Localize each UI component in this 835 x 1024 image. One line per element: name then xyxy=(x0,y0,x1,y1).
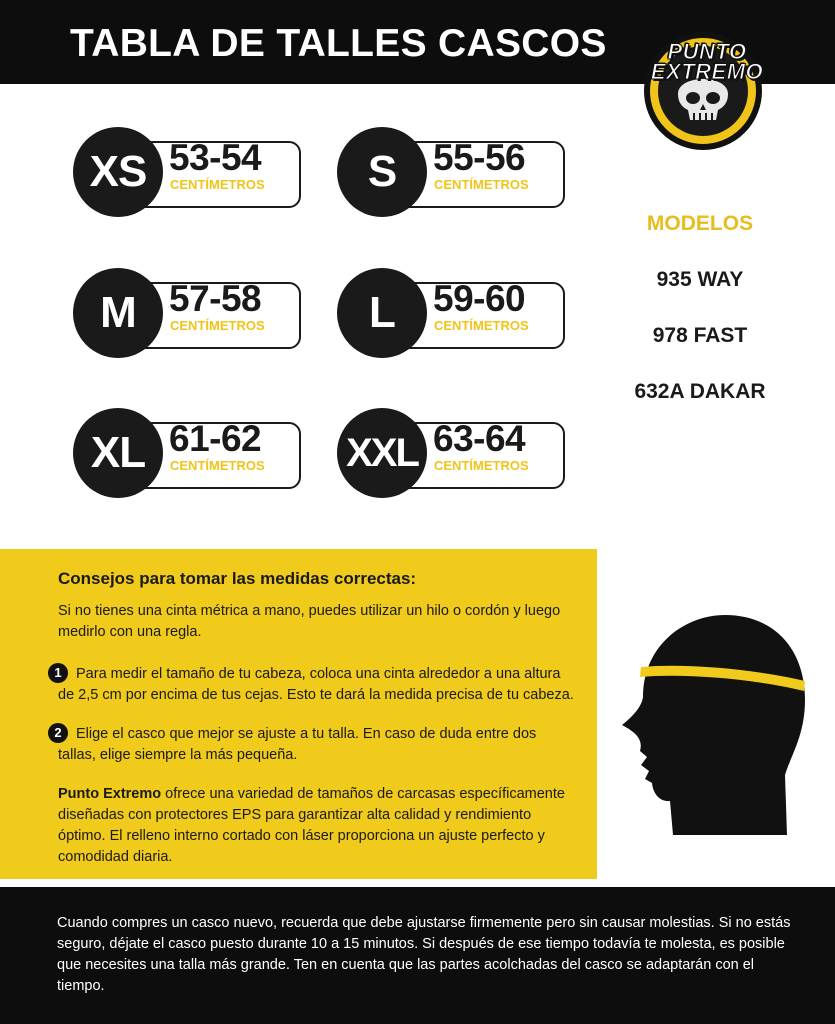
size-range: 63-64 xyxy=(433,418,526,459)
tips-intro: Si no tienes una cinta métrica a mano, puedes utilizar un hilo o cordón y luego medirlo con una regla. xyxy=(58,603,561,640)
size-card-m xyxy=(73,268,303,360)
size-unit: CENTÍMETROS xyxy=(170,177,265,192)
model-item: 978 FAST xyxy=(652,324,748,347)
step-number-icon: 1 xyxy=(48,663,68,683)
size-card-xxl xyxy=(337,408,567,500)
step-number-icon: 2 xyxy=(48,723,68,743)
model-item: 632A DAKAR xyxy=(634,380,766,403)
size-label: S xyxy=(337,127,427,217)
size-label: XS xyxy=(73,127,163,217)
size-unit: CENTÍMETROS xyxy=(170,318,265,333)
brand-wordmark: PUNTO EXTREMO xyxy=(650,39,764,84)
tips-step-2: 2 Elige el casco que mejor se ajuste a tu talla. En caso de duda entre dos tallas, elige siempre la más pequeña. xyxy=(58,723,578,766)
size-range: 53-54 xyxy=(169,137,262,178)
size-label: XL xyxy=(73,408,163,498)
brand-name: Punto Extremo xyxy=(58,786,162,802)
size-card-xl xyxy=(73,408,303,500)
size-label: L xyxy=(337,268,427,358)
footer-bar xyxy=(0,887,835,1024)
model-item: 935 WAY xyxy=(656,268,744,291)
size-card-xs xyxy=(73,127,303,219)
page-title: TABLA DE TALLES CASCOS xyxy=(70,22,607,65)
tips-panel xyxy=(0,549,597,879)
size-range: 55-56 xyxy=(433,137,526,178)
tips-title: Consejos para tomar las medidas correctas: xyxy=(58,569,417,588)
size-label: M xyxy=(73,268,163,358)
size-unit: CENTÍMETROS xyxy=(434,458,529,473)
footer-note: Cuando compres un casco nuevo, recuerda que debe ajustarse firmemente pero sin causar molestias. Si no estás seguro, déjate el casco puesto durante 10 a 15 minutos. Si después de ese tiempo todavía te molesta, es posible que necesites una talla más grande. Ten en cuenta que las partes acolchadas del casco se adaptarán con el tiempo. xyxy=(57,915,791,994)
size-range: 59-60 xyxy=(433,278,526,319)
models-heading: MODELOS xyxy=(646,212,754,235)
tips-step-1: 1 Para medir el tamaño de tu cabeza, coloca una cinta alrededor a una altura de 2,5 cm por encima de tus cejas. Esto te dará la medida precisa de tu cabeza. xyxy=(58,663,578,706)
head-silhouette-icon xyxy=(615,605,815,845)
size-unit: CENTÍMETROS xyxy=(170,458,265,473)
size-unit: CENTÍMETROS xyxy=(434,177,529,192)
size-unit: CENTÍMETROS xyxy=(434,318,529,333)
tips-brand-note: Punto Extremo ofrece una variedad de tamaños de carcasas específicamente diseñadas con protectores EPS para garantizar alta calidad y rendimiento óptimo. El relleno interno cortado con láser proporciona un ajuste perfecto y comodidad diaria. xyxy=(58,786,565,865)
size-label: XXL xyxy=(337,408,427,498)
models-list xyxy=(600,212,800,410)
size-card-l xyxy=(337,268,567,360)
size-range: 57-58 xyxy=(169,278,262,319)
size-card-s xyxy=(337,127,567,219)
size-range: 61-62 xyxy=(169,418,262,459)
brand-logo xyxy=(622,20,792,152)
